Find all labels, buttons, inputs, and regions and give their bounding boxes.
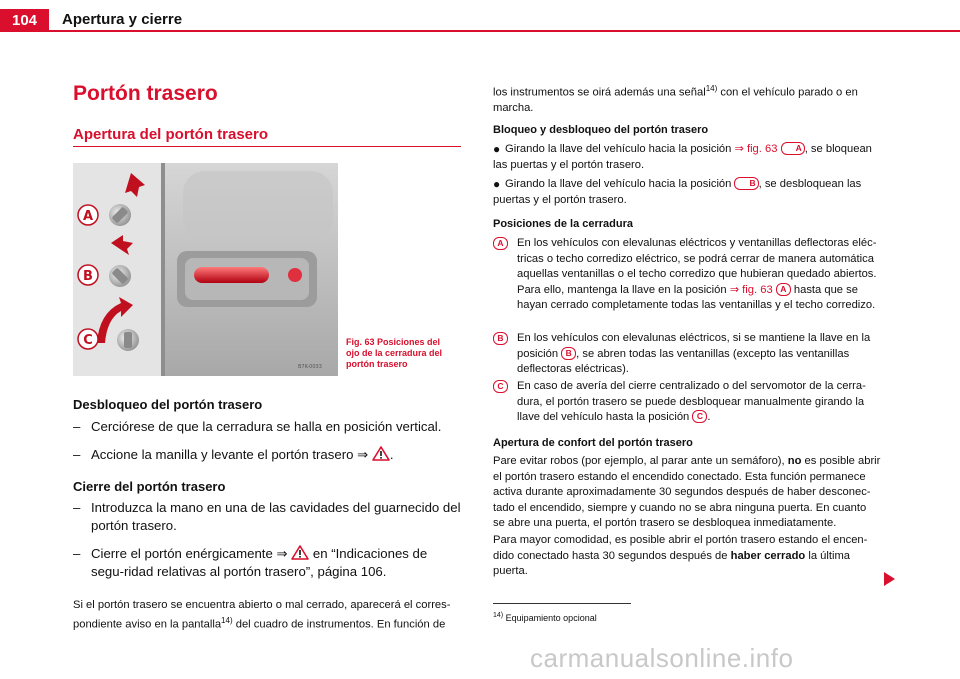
position-c-description: C En caso de avería del cierre centralizado o del servomotor de la cerra-dura, el portón trasero se puede desbloquear manualmente girando la llave del vehículo hasta la posición C . — [493, 379, 881, 426]
footnote: $^{14)}$ Equipamiento opcional — [493, 612, 597, 623]
figure-reference[interactable]: ⇒ fig. 63 — [729, 283, 773, 296]
close-step-2: – Cierre el portón enérgicamente ⇒ en “Indicaciones de segu-ridad relativas al portón trasero”, página 106. — [73, 546, 428, 579]
tailgate-lock-figure — [73, 163, 338, 376]
position-b-badge: B — [561, 347, 576, 360]
figure-illustration — [73, 163, 338, 376]
unlock-step-2: – Accione la manilla y levante el portón trasero ⇒ . — [73, 447, 394, 462]
figure-reference[interactable]: ⇒ fig. 63 — [734, 143, 778, 155]
footnote-rule — [493, 603, 631, 604]
unlock-step-1: – Cerciórese de que la cerradura se halla en posición vertical. — [73, 419, 442, 434]
comfort-opening-paragraph-2: Para mayor comodidad, es posible abrir el portón trasero estando el encen-dido conectado hasta 30 segundos después de haber cerrado la última puerta. — [493, 534, 868, 577]
warning-triangle-icon — [372, 446, 390, 461]
watermark: carmanualsonline.info — [530, 643, 794, 673]
figure-caption: Fig. 63 Posiciones del ojo de la cerradura del portón trasero — [346, 337, 443, 369]
subsection-rule — [73, 146, 461, 147]
display-warning-paragraph: Si el portón trasero se encuentra abierto o mal cerrado, aparecerá el corres-pondiente aviso en la pantalla$^{14)}$ del cuadro de instrumentos. En función de — [73, 599, 451, 631]
warning-triangle-icon — [291, 545, 309, 560]
unlock-heading: Desbloqueo del portón trasero — [73, 397, 263, 412]
next-page-arrow-icon[interactable] — [884, 572, 895, 586]
position-b-badge: B — [734, 177, 758, 190]
comfort-opening-paragraph: Pare evitar robos (por ejemplo, al parar ante un semáforo), no es posible abrir el portón trasero estando el encendido conectado. Esta función permanece activa durante aproximadamente 30 segundos después de haber desconec-tado el encendido, siempre y cuando no se abra ninguna puerta. En cuanto se abre una puerta, el portón trasero se desbloquea inmediatamente. — [493, 455, 881, 529]
page-number: 104 — [0, 9, 49, 32]
section-title: Portón trasero — [73, 82, 218, 105]
running-title: Apertura y cierre — [62, 11, 183, 28]
position-a-badge: A — [776, 283, 791, 296]
position-c-label: C — [493, 380, 508, 393]
close-heading: Cierre del portón trasero — [73, 479, 226, 494]
position-a-badge: A — [781, 142, 805, 155]
lock-positions-heading: Posiciones de la cerradura — [493, 218, 634, 230]
close-step-1: – Introduzca la mano en una de las cavidades del guarnecido del portón trasero. — [73, 500, 461, 533]
header-rule — [49, 30, 960, 32]
lock-bullet-2: ● Girando la llave del vehículo hacia la posición B , se desbloquean las puertas y el portón trasero. — [493, 177, 862, 206]
position-b-description: B En los vehículos con elevalunas eléctricos, si se mantiene la llave en la posición B , se abren todas las ventanillas (excepto las ventanillas deflectoras eléctricas). — [493, 331, 881, 378]
subsection-title: Apertura del portón trasero — [73, 126, 269, 143]
figure-label-c: C — [83, 333, 93, 348]
figure-label-b: B — [83, 269, 93, 284]
lock-unlock-heading: Bloqueo y desbloqueo del portón trasero — [493, 124, 709, 136]
position-b-label: B — [493, 332, 508, 345]
comfort-opening-heading: Apertura de confort del portón trasero — [493, 437, 693, 449]
lock-bullet-1: ● Girando la llave del vehículo hacia la posición ⇒ fig. 63 A , se bloquean las puertas y el portón trasero. — [493, 142, 872, 171]
figure-label-a: A — [82, 209, 94, 224]
position-a-description: A En los vehículos con elevalunas eléctricos y ventanillas deflectoras eléc-tricas o techo corredizo eléctrico, se podrá cerrar de manera automática aquellas ventanillas o el techo corredizo que hubieran quedado abiertos. Para ello, mantenga la llave en la posición ⇒ fig. 63 A hasta que se hayan cerrado completamente todas las ventanillas y el techo corredizo. — [493, 236, 881, 314]
intro-paragraph: los instrumentos se oirá además una señal$^{14)}$ con el vehículo parado o en marcha. — [493, 84, 858, 115]
figure-code: B7K-0033 — [298, 364, 322, 370]
position-a-label: A — [493, 237, 508, 250]
position-c-badge: C — [692, 410, 707, 423]
